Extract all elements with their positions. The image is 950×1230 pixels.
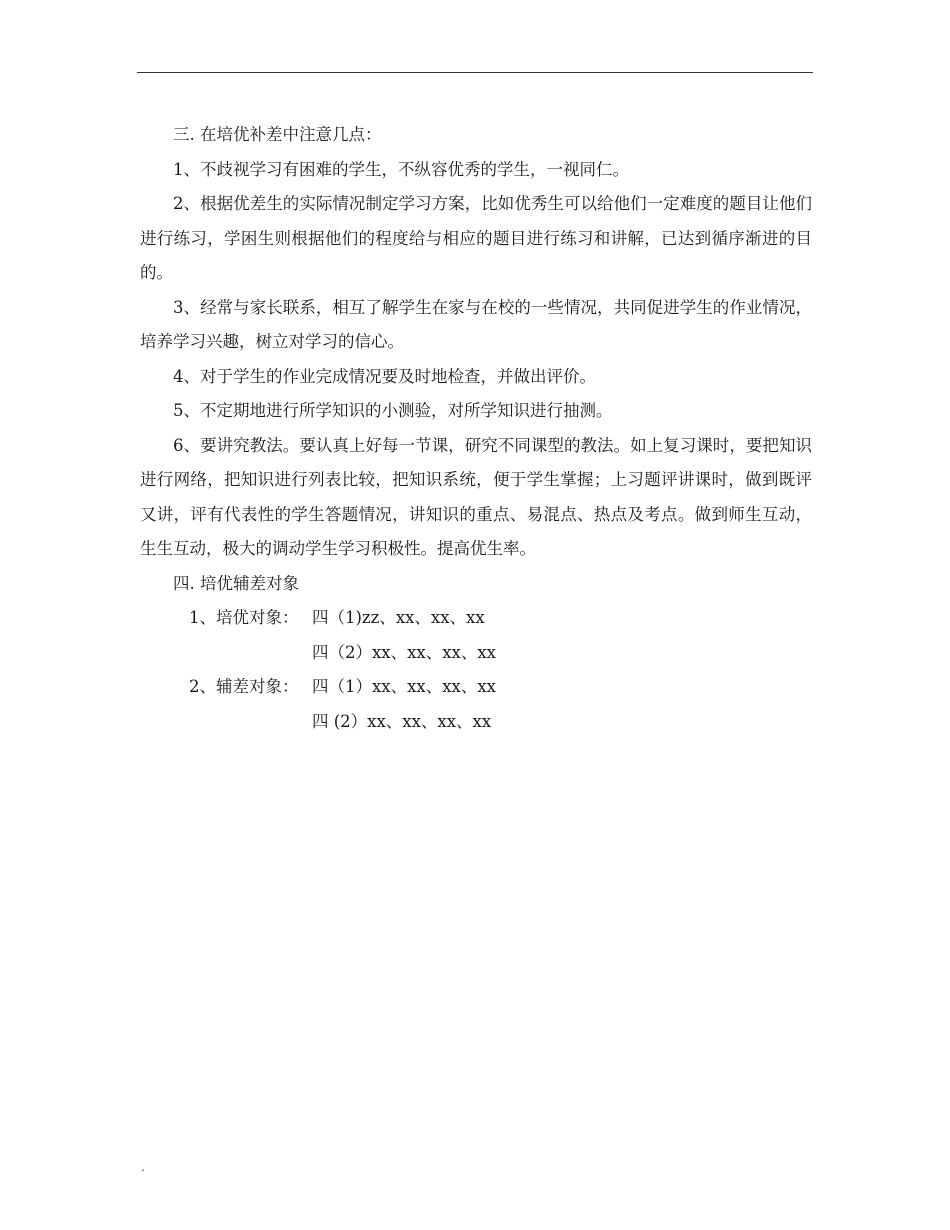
roster-value: 四（1)zz、xx、xx、xx [312, 608, 485, 627]
roster-row [140, 670, 812, 705]
list-item-1: 1、不歧视学习有困难的学生，不纵容优秀的学生，一视同仁。 [173, 159, 629, 179]
roster-label: 1、培优对象： [189, 608, 299, 627]
section-3-heading: 三. 在培优补差中注意几点： [173, 125, 382, 144]
list-item-5: 5、不定期地进行所学知识的小测验，对所学知识进行抽测。 [173, 401, 613, 420]
roster-row [140, 705, 812, 740]
document-body [140, 118, 812, 739]
roster-value: 四（2）xx、xx、xx、xx [312, 642, 496, 662]
list-item-3: 3、经常与家长联系，相互了解学生在家与在校的一些情况，共同促进学生的作业情况，培养学习兴趣，树立对学习的信心。 [140, 297, 812, 351]
section-4-heading: 四. 培优辅差对象 [173, 573, 299, 593]
roster-value: 四（1）xx、xx、xx、xx [312, 677, 496, 696]
footer-mark: . [141, 1160, 145, 1174]
roster-row [140, 636, 812, 671]
list-item-4: 4、对于学生的作业完成情况要及时地检查，并做出评价。 [173, 366, 596, 386]
roster-label: 2、辅差对象： [189, 677, 299, 696]
header-rule [137, 72, 813, 73]
roster-row [140, 601, 812, 636]
list-item-2: 2、根据优差生的实际情况制定学习方案，比如优秀生可以给他们一定难度的题目让他们进行练习，学困生则根据他们的程度给与相应的题目进行练习和讲解，已达到循序渐进的目的。 [140, 194, 812, 282]
roster-value: 四 (2）xx、xx、xx、xx [312, 711, 492, 731]
list-item-6: 6、要讲究教法。要认真上好每一节课，研究不同课型的教法。如上复习课时，要把知识进行网络，把知识进行列表比较，把知识系统，便于学生掌握；上习题评讲课时，做到既评又讲，评有代表性的学生答题情况，讲知识的重点、易混点、热点及考点。做到师生互动，生生互动，极大的调动学生学习积极性。提高优生率。 [140, 435, 812, 558]
